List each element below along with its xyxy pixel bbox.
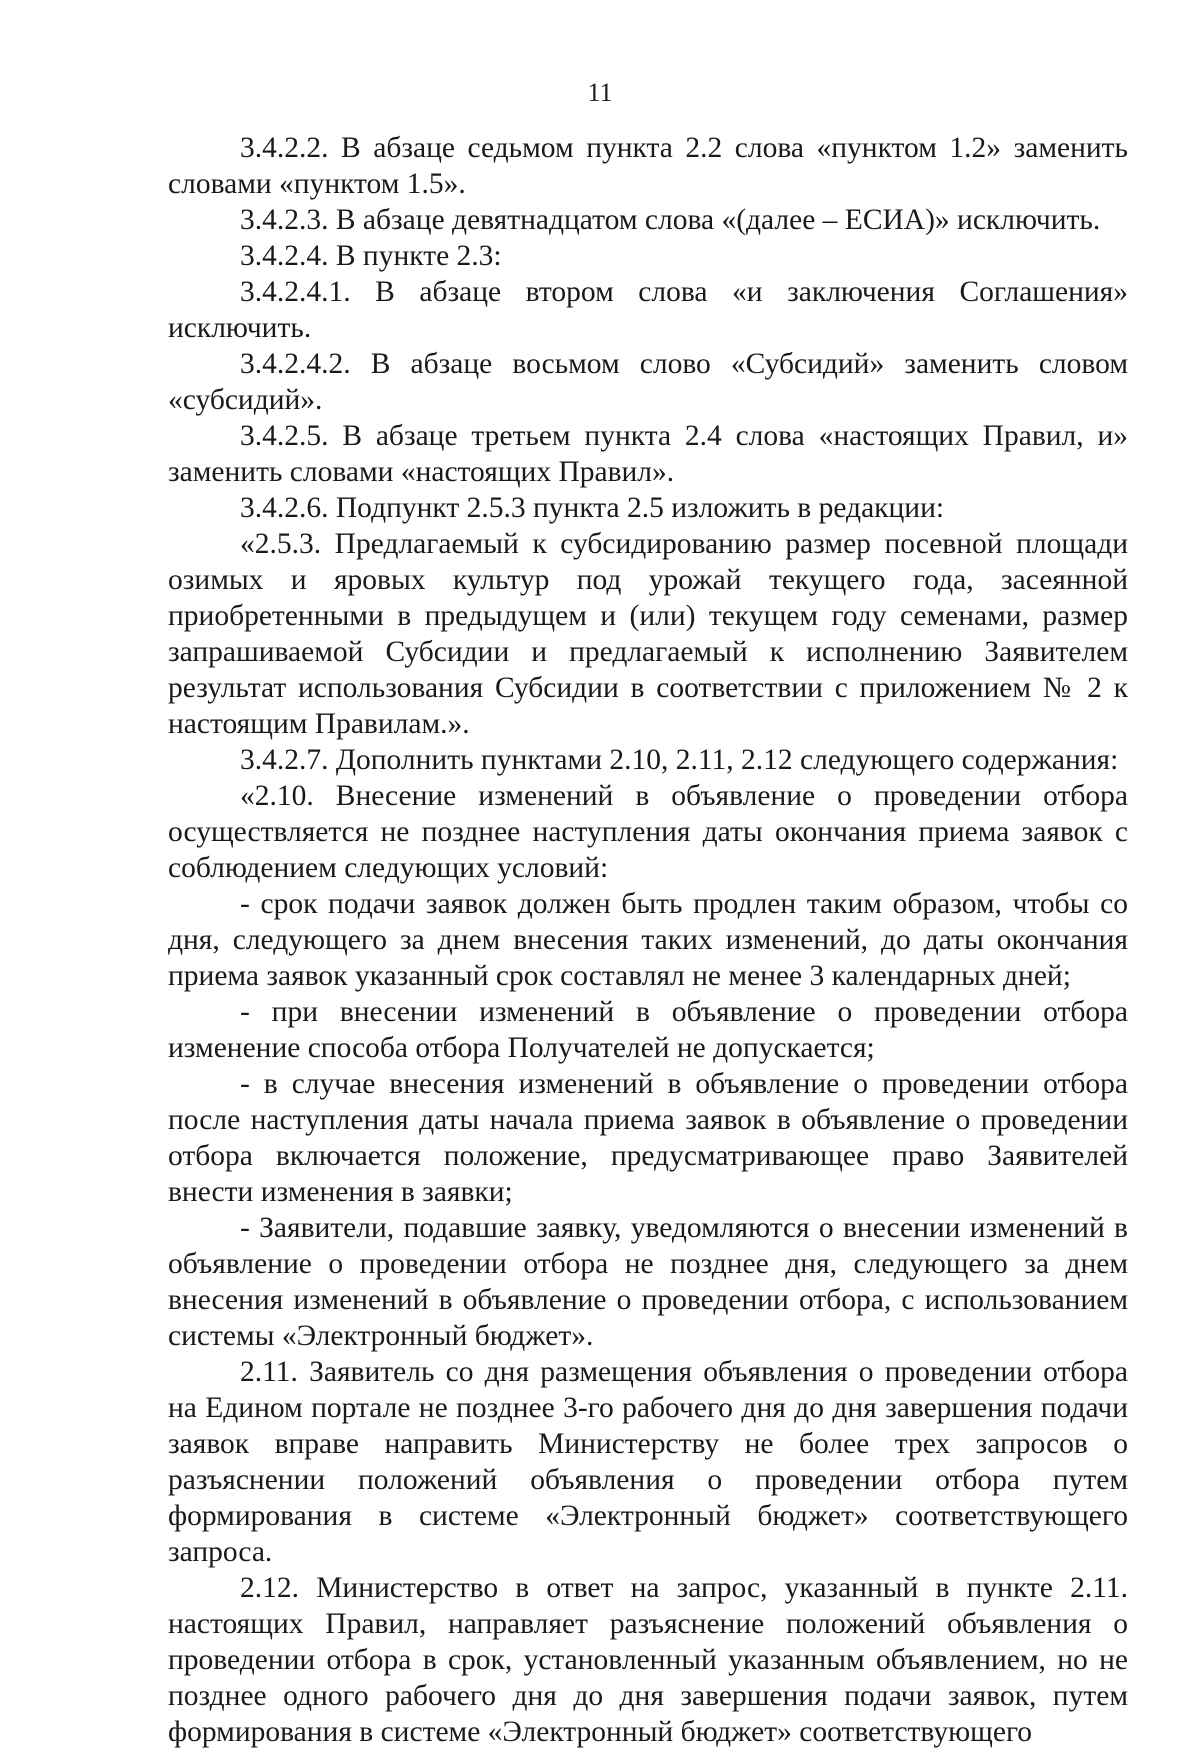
paragraph-2-11: 2.11. Заявитель со дня размещения объявления о проведении отбора на Едином портале не позднее 3-го рабочего дня до дня завершения подачи заявок вправе направить Министерству не более трех запросов о разъяснении положений объявления о проведении отбора путем формирования в системе «Электронный бюджет» соответствующего запроса.: [168, 1356, 1128, 1568]
paragraph-3-4-2-7: 3.4.2.7. Дополнить пунктами 2.10, 2.11, 2.12 следующего содержания:: [240, 744, 1119, 776]
paragraph-2-10: «2.10. Внесение изменений в объявление о проведении отбора осуществляется не позднее наступления даты окончания приема заявок с соблюдением следующих условий:: [168, 780, 1128, 884]
paragraph-3-4-2-4: 3.4.2.4. В пункте 2.3:: [240, 240, 502, 272]
list-item-change-applications: - в случае внесения изменений в объявление о проведении отбора после наступления даты начала приема заявок в объявление о проведении отбора включается положение, предусматривающее право Заявителей внести изменения в заявки;: [168, 1068, 1128, 1208]
list-item-deadline: - срок подачи заявок должен быть продлен таким образом, чтобы со дня, следующего за днем внесения таких изменений, до даты окончания приема заявок указанный срок составлял не менее 3 календарных дней;: [168, 888, 1128, 992]
list-item-selection-method: - при внесении изменений в объявление о проведении отбора изменение способа отбора Получателей не допускается;: [168, 996, 1128, 1064]
paragraph-2-5-3: «2.5.3. Предлагаемый к субсидированию размер посевной площади озимых и яровых культур под урожай текущего года, засеянной приобретенными в предыдущем и (или) текущем году семенами, размер запрашиваемой Субсидии и предлагаемый к исполнению Заявителем результат использования Субсидии в соответствии с приложением № 2 к настоящим Правилам.».: [168, 528, 1128, 740]
paragraph-3-4-2-4-2: 3.4.2.4.2. В абзаце восьмом слово «Субсидий» заменить словом «субсидий».: [168, 348, 1128, 416]
paragraph-3-4-2-3: 3.4.2.3. В абзаце девятнадцатом слова «(далее – ЕСИА)» исключить.: [240, 204, 1101, 236]
paragraph-3-4-2-4-1: 3.4.2.4.1. В абзаце втором слова «и заключения Соглашения» исключить.: [168, 276, 1128, 344]
paragraph-3-4-2-6: 3.4.2.6. Подпункт 2.5.3 пункта 2.5 изложить в редакции:: [240, 492, 945, 524]
document-body: [168, 130, 1128, 1750]
paragraph-3-4-2-2: 3.4.2.2. В абзаце седьмом пункта 2.2 слова «пунктом 1.2» заменить словами «пунктом 1.5».: [168, 132, 1128, 200]
paragraph-2-12: 2.12. Министерство в ответ на запрос, указанный в пункте 2.11. настоящих Правил, направляет разъяснение положений объявления о проведении отбора в срок, установленный указанным объявлением, но не позднее одного рабочего дня до дня завершения подачи заявок, путем формирования в системе «Электронный бюджет» соответствующего: [168, 1572, 1128, 1748]
paragraph-3-4-2-5: 3.4.2.5. В абзаце третьем пункта 2.4 слова «настоящих Правил, и» заменить словами «настоящих Правил».: [168, 420, 1128, 488]
page-number: 11: [587, 78, 613, 107]
list-item-notification: - Заявители, подавшие заявку, уведомляются о внесении изменений в объявление о проведении отбора не позднее дня, следующего за днем внесения изменений в объявление о проведении отбора, с использованием системы «Электронный бюджет».: [168, 1212, 1128, 1352]
